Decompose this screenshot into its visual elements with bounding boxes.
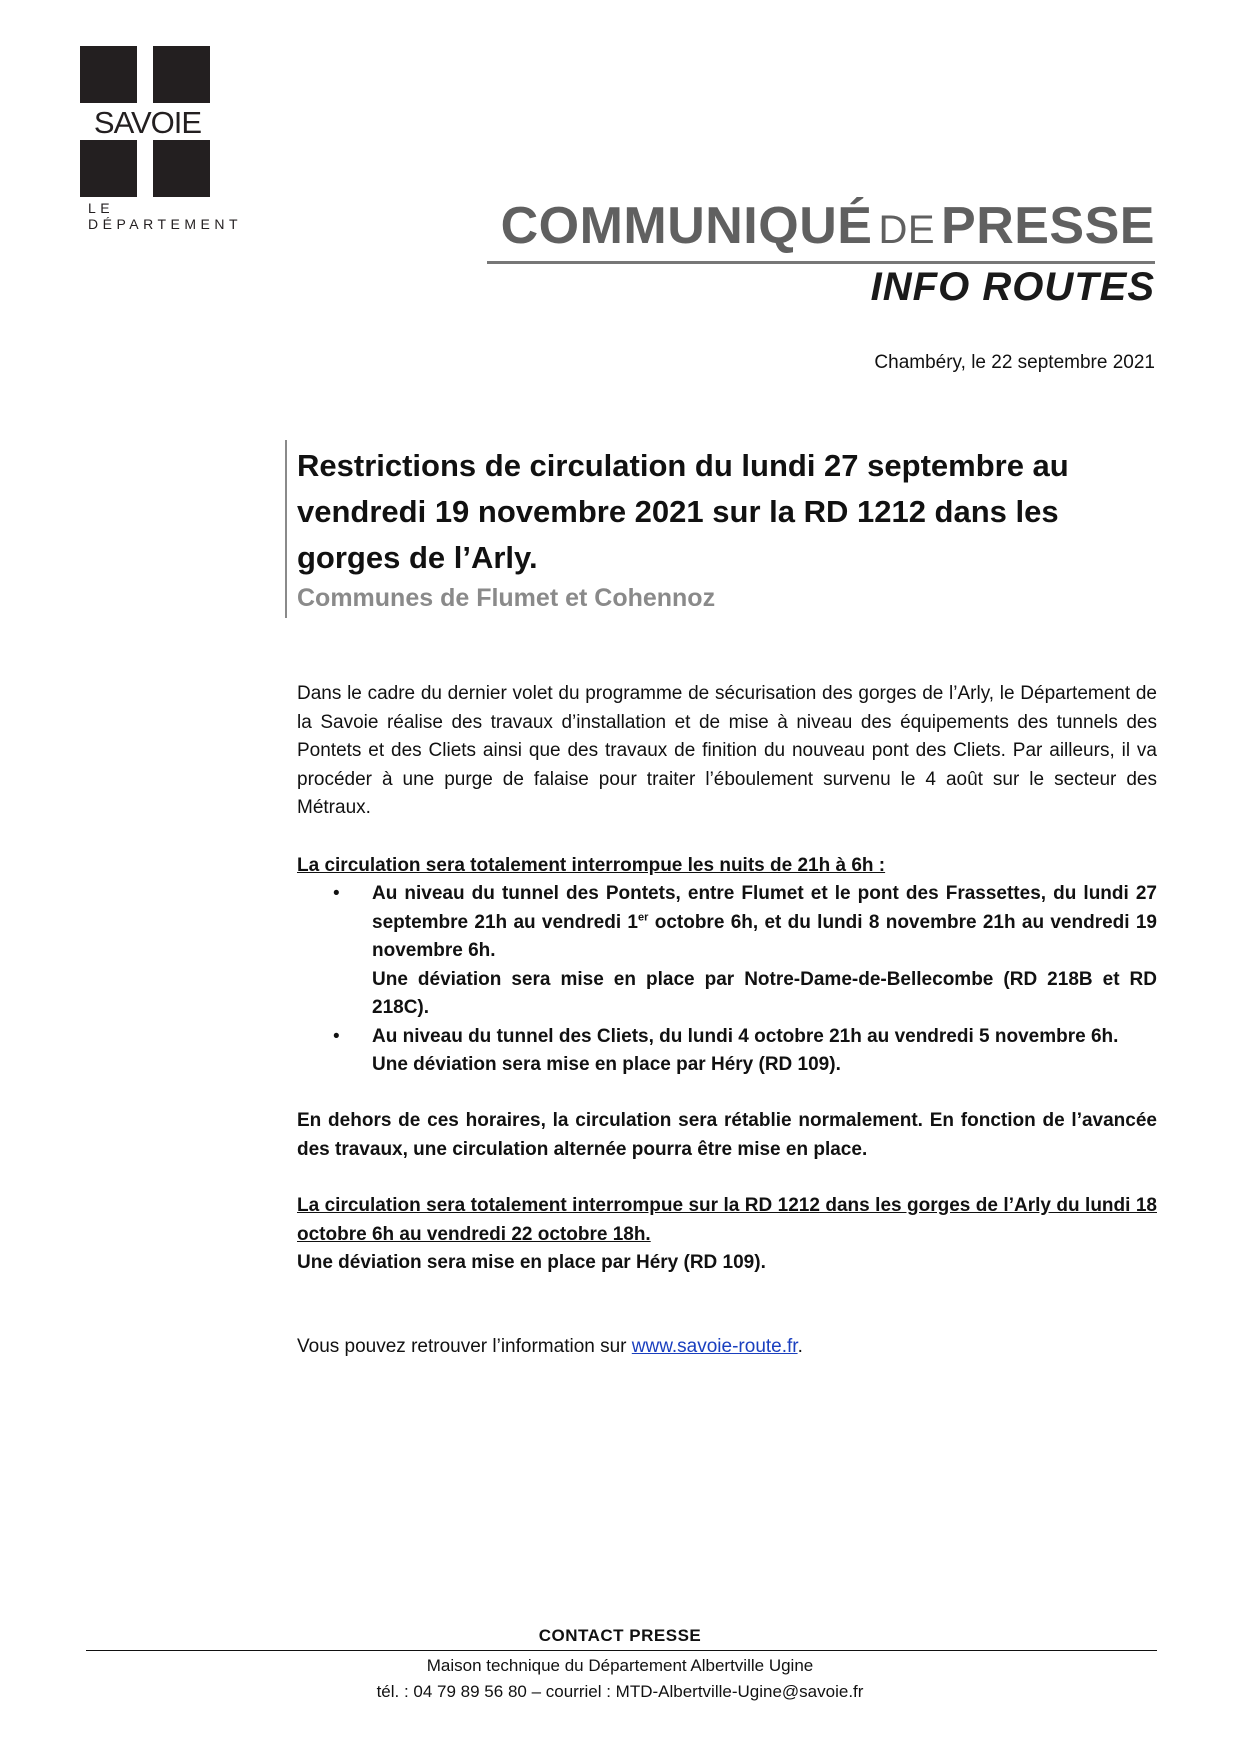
intro-paragraph: Dans le cadre du dernier volet du programme de sécurisation des gorges de l’Arly, le Département de la Savoie réalise des travaux d’installation et de mise à niveau des équipements des tunnels des Pontets et des Cliets ainsi que des travaux de finition du nouveau pont des Cliets. Par ailleurs, il va procéder à une purge de falaise pour traiter l’éboulement survenu le 4 août sur le secteur des Métraux. [297, 683, 1157, 818]
headline: Restrictions de circulation du lundi 27 septembre au vendredi 19 novembre 2021 sur la RD 1212 dans les gorges de l’Arly. [297, 448, 1069, 575]
heading-full-closure [297, 1192, 1157, 1249]
logo-wordmark: SAVOIE [93, 105, 202, 140]
more-info-prefix: Vous pouvez retrouver l’information sur [297, 1336, 632, 1357]
savoie-logo [0, 0, 260, 230]
more-info-line [297, 1333, 1157, 1362]
bullet-text [372, 883, 1157, 961]
contact-phone-email: tél. : 04 79 89 56 80 – courriel : MTD-Albertville-Ugine@savoie.fr [376, 1682, 864, 1701]
bullet2-text: Au niveau du tunnel des Cliets, du lundi 4 octobre 21h au vendredi 5 novembre 6h. [372, 1025, 1119, 1047]
title-main: COMMUNIQUÉ [500, 197, 873, 255]
title-accent-bar [285, 440, 287, 618]
contact-address: Maison technique du Département Albertville Ugine [426, 1656, 814, 1675]
bullet1-superscript: er [638, 911, 649, 924]
bullet2-deviation: Une déviation sera mise en place par Héry (RD 109). [372, 1054, 841, 1075]
after-list-paragraph: En dehors de ces horaires, la circulation sera rétablie normalement. En fonction de l’avancée des travaux, une circulation alternée pourra être mise en place. [297, 1110, 1157, 1160]
header-subtitle: INFO ROUTES [870, 265, 1155, 309]
bullet1-text-b: octobre 6h, et du lundi 8 novembre 21h au vendredi 19 novembre 6h. [372, 911, 1157, 961]
logo-square-bottom-left [80, 140, 137, 197]
heading-full-closure-text: La circulation sera totalement interrompue sur la RD 1212 dans les gorges de l’Arly du lundi 18 octobre 6h au vendredi 22 octobre 18h. [297, 1195, 1157, 1245]
bullet-icon: • [333, 883, 340, 904]
logo-subtitle: LE DÉPARTEMENT [88, 200, 242, 232]
heading-night-closures [297, 852, 1157, 881]
closure-list [297, 880, 1157, 1080]
savoie-route-link[interactable]: www.savoie-route.fr [631, 1336, 798, 1357]
title-end: PRESSE [941, 197, 1155, 255]
headline-subtitle: Communes de Flumet et Cohennoz [297, 584, 716, 612]
footer-divider [86, 1650, 1157, 1651]
bullet1-text-a: Au niveau du tunnel des Pontets, entre Flumet et le pont des Frassettes, du lundi 27 septembre 21h au vendredi 1 [372, 883, 1157, 933]
dateline: Chambéry, le 22 septembre 2021 [874, 352, 1155, 373]
header-divider [487, 261, 1155, 264]
logo-square-top-right [153, 46, 210, 103]
full-closure-deviation: Une déviation sera mise en place par Héry (RD 109). [297, 1252, 766, 1273]
heading-night-closures-text: La circulation sera totalement interrompue les nuits de 21h à 6h : [297, 855, 886, 876]
list-item [297, 1023, 1157, 1080]
contact-heading: CONTACT PRESSE [538, 1626, 702, 1645]
title-connector: DE [878, 208, 936, 252]
press-release-title [501, 196, 1155, 256]
more-info-suffix: . [797, 1336, 803, 1357]
list-item [297, 880, 1157, 1023]
bullet1-deviation: Une déviation sera mise en place par Notre-Dame-de-Bellecombe (RD 218B et RD 218C). [372, 968, 1157, 1018]
bullet-icon: • [333, 1025, 340, 1047]
logo-square-bottom-right [153, 140, 210, 197]
logo-square-top-left [80, 46, 137, 103]
